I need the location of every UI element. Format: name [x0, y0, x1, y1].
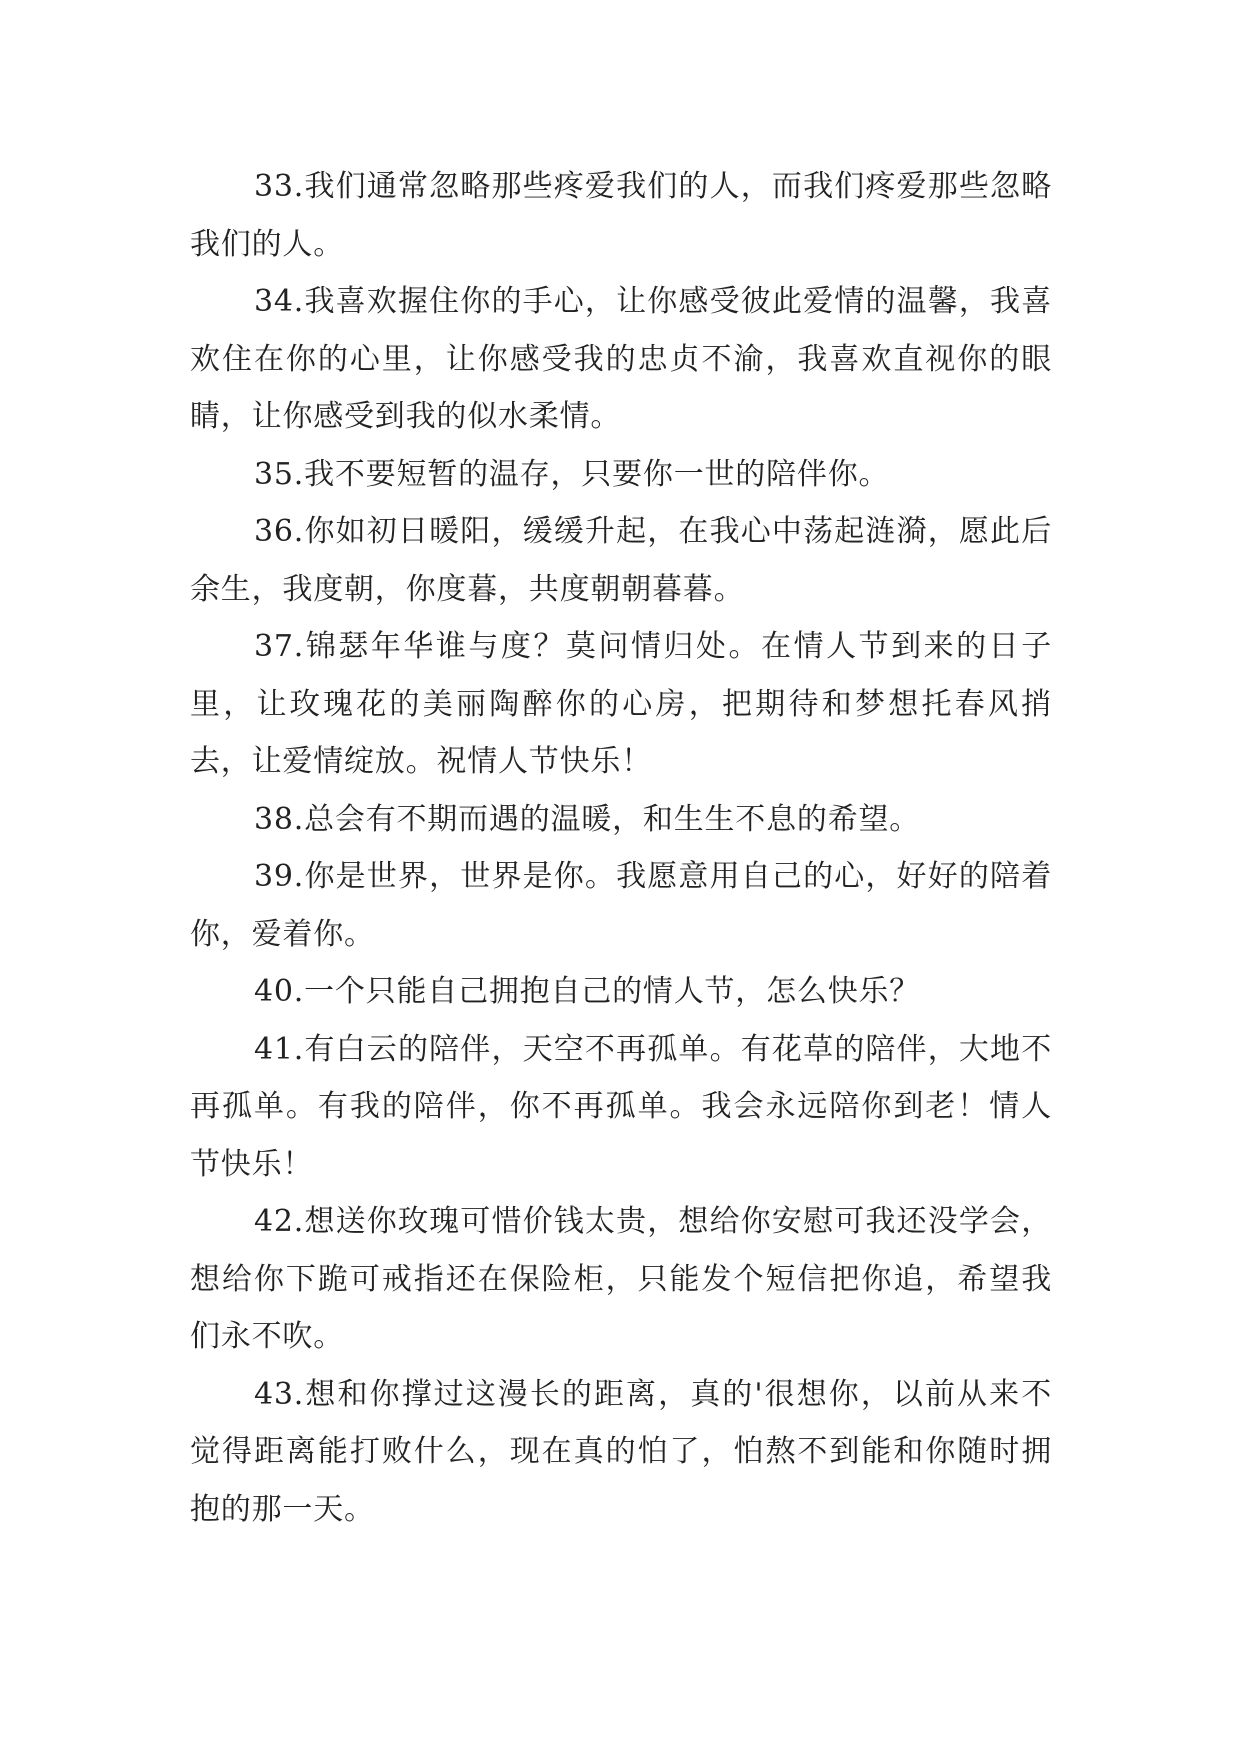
paragraph-41: 41.有白云的陪伴，天空不再孤单。有花草的陪伴，大地不再孤单。有我的陪伴，你不再孤单。我会永远陪你到老！情人节快乐！: [190, 1031, 1052, 1182]
document-body: [190, 158, 1052, 1538]
paragraph-34: 34.我喜欢握住你的手心，让你感受彼此爱情的温馨，我喜欢住在你的心里，让你感受我的忠贞不渝，我喜欢直视你的眼睛，让你感受到我的似水柔情。: [190, 284, 1052, 434]
paragraph-43: 43.想和你撑过这漫长的距离，真的'很想你，以前从来不觉得距离能打败什么，现在真的怕了，怕熬不到能和你随时拥抱的那一天。: [190, 1376, 1052, 1527]
paragraph-40: 40.一个只能自己拥抱自己的情人节，怎么快乐？: [254, 974, 921, 1009]
paragraph-36: 36.你如初日暖阳，缓缓升起，在我心中荡起涟漪，愿此后余生，我度朝，你度暮，共度朝朝暮暮。: [190, 514, 1052, 607]
paragraph-39: 39.你是世界，世界是你。我愿意用自己的心，好好的陪着你，爱着你。: [190, 859, 1052, 952]
paragraph-38: 38.总会有不期而遇的温暖，和生生不息的希望。: [254, 801, 921, 837]
paragraph-35: 35.我不要短暂的温存，只要你一世的陪伴你。: [254, 456, 890, 492]
paragraph-33: 33.我们通常忽略那些疼爱我们的人，而我们疼爱那些忽略我们的人。: [190, 169, 1052, 262]
paragraph-37: 37.锦瑟年华谁与度？莫问情归处。在情人节到来的日子里，让玫瑰花的美丽陶醉你的心房，把期待和梦想托春风捎去，让爱情绽放。祝情人节快乐！: [190, 629, 1052, 779]
paragraph-42: 42.想送你玫瑰可惜价钱太贵，想给你安慰可我还没学会，想给你下跪可戒指还在保险柜，只能发个短信把你追，希望我们永不吹。: [190, 1204, 1052, 1354]
